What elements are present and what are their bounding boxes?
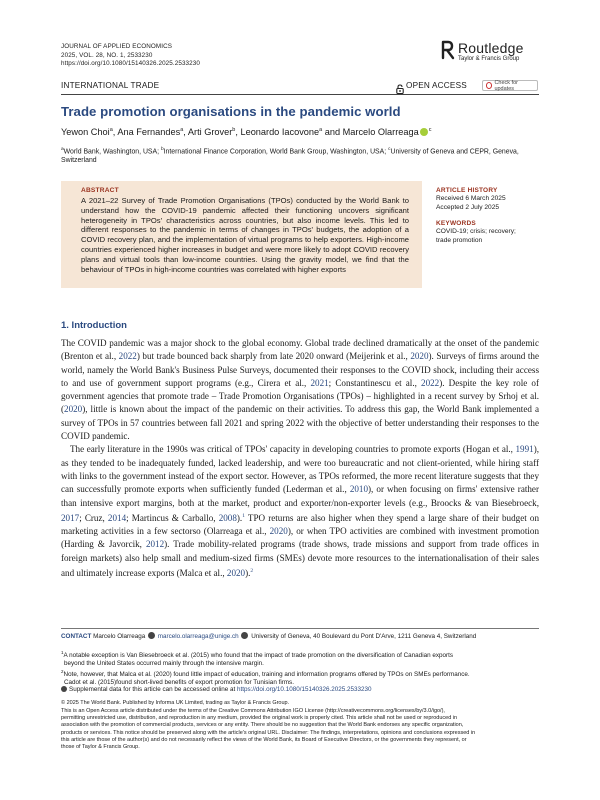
body-text: ). (236, 512, 243, 523)
citation-link[interactable]: 2012 (145, 539, 165, 550)
footnote-1-line-2: beyond the United States occurred mainly through the intensive margin. (64, 660, 264, 668)
body-text: ), or when focusing on firms' extensive rather than intensive export margins, both at the market, product and exporter/non-exporter levels (e.g., Broocks & van Biesebroeck, (61, 484, 539, 508)
body-text: ). Trade mobility-related programs (trade shows, trade missions and support from trade offices in foreign markets) also help small and medium-sized firms (SMEs) devote more resources to the internationalisation of their sales and ultimately increase exports (Malca et al., (61, 539, 539, 579)
body-text: The COVID pandemic was a major shock to the global economy. Global trade declined dramatically at the onset of the pandemic (Brenton et al., (61, 338, 539, 362)
supplemental-link[interactable]: https://doi.org/10.1080/15140326.2025.2533230 (237, 686, 372, 693)
body-text: ), as they tended to be inadequately funded, lacked leadership, and were too bureaucratic and not client-oriented, while hiring staff with links to the government instead of the export sector. However, as TPOs reformed, the more recent literature suggests that they can successfully promote exports when sufficiently funded (Lederman et al., (61, 444, 539, 495)
author-separator: and (322, 127, 343, 138)
body-text: ) but trade bounced back sharply from late 2020 onward (Meijerink et al., (136, 351, 411, 362)
citation-link[interactable]: 2020 (64, 404, 83, 415)
body-text: ). (245, 568, 251, 579)
section-tag: INTERNATIONAL TRADE (61, 81, 160, 90)
citation-link[interactable]: 2021 (310, 377, 329, 388)
footnote-ref[interactable]: 1 (242, 512, 245, 519)
affiliations (61, 145, 539, 165)
header-rule (61, 94, 539, 95)
publisher-group: Taylor & Francis Group (458, 56, 520, 62)
affiliation-text: World Bank, Washington, USA; (63, 148, 161, 156)
author-affiliation-mark: a (180, 127, 184, 133)
check-for-updates-button[interactable] (482, 80, 538, 91)
citation-link[interactable]: 2020 (410, 351, 429, 362)
journal-name: JOURNAL OF APPLIED ECONOMICS (61, 43, 173, 50)
copyright-notice: © 2025 The World Bank. Published by Informa UK Limited, trading as Taylor & Francis Group. (61, 700, 290, 706)
citation-link[interactable]: 2020 (226, 568, 246, 579)
license-line: this article are those of the author(s) and do not necessarily reflect the views of the World Bank, its Board of Executive Directors, or the governments they represent, or (61, 736, 467, 743)
citation-link[interactable]: 2017 (61, 512, 80, 523)
body-text: ). Despite the key role of government agencies that promote trade – Trade Promotion Organisations (TPOs) – highlighted in a recent survey by Srhoj et al. ( (61, 377, 540, 415)
accepted-date: Accepted 2 July 2025 (436, 204, 500, 211)
supplemental-line (61, 686, 539, 694)
article-history-heading: ARTICLE HISTORY (436, 187, 498, 194)
license-line: products or services. This notice should be preserved along with the article's original URL. Disclaimer: The findings, interpretations, opinions and conclusions expressed in (61, 729, 476, 736)
footnote-ref[interactable]: 2 (250, 568, 254, 575)
affiliation-mark: a (61, 147, 64, 152)
author-affiliation-mark: b (232, 127, 236, 133)
body-text: ). Surveys of firms around the world, namely the World Bank's Business Pulse Surveys, documented their responses to the COVID shock, including their access to and use of government support programs (e.g., Cirera et al., (61, 351, 539, 388)
open-access-lock-icon (396, 81, 404, 91)
section-body (61, 337, 539, 580)
affiliation-mark: c (388, 147, 391, 152)
body-text: ; Martincus & Carballo, (126, 512, 219, 523)
citation-link[interactable]: 2020 (269, 526, 288, 537)
article-title: Trade promotion organisations in the pandemic world (61, 104, 401, 119)
author-name: Marcelo Olarreaga (342, 127, 419, 138)
body-text: ; Cruz, (79, 512, 108, 523)
footnote-2-line-1: Note, however, that Malca et al. (2020) found little impact of education, training and information programs offered by TPOs on SMEs performance. (63, 671, 470, 679)
citation-link[interactable]: 2008 (218, 512, 237, 523)
footnote-1 (61, 649, 539, 669)
keywords-line-1: COVID-19; crisis; recovery; (436, 228, 516, 235)
author-name: Yewon Choi (61, 127, 110, 138)
citation-link[interactable]: 2010 (349, 484, 368, 495)
author-affiliation-mark: a (319, 127, 323, 133)
contact-line (61, 632, 539, 641)
abstract-heading: ABSTRACT (81, 187, 119, 194)
citation-link[interactable]: 2022 (421, 377, 440, 388)
supplemental-text: Supplemental data for this article can be accessed online at (69, 686, 238, 693)
footnote-1-line-1: A notable exception is Van Biesebroeck et al. (2015) who found that the impact of trade promotion on the diversification of Canadian exports (63, 652, 453, 660)
license-line: This is an Open Access article distributed under the terms of the Creative Commons Attribution IGO License (http://creativecommons.org/licenses/by/3.0/igo/), (61, 708, 445, 714)
contact-email[interactable]: marcelo.olarreaga@unige.ch (157, 633, 239, 640)
author-separator: , (235, 127, 241, 138)
footnote-2-line-2: Cadot et al. (2015)found short-lived benefits of export promotion for Tunisian firms. (64, 679, 294, 687)
affiliation-text: University of Geneva and CEPR, Geneva, Switzerland (61, 148, 519, 165)
body-text: ; Constantinescu et al., (328, 377, 422, 388)
email-icon (148, 632, 155, 639)
footnote-1-number: 1 (61, 650, 64, 655)
abstract-text: A 2021–22 Survey of Trade Promotion Organisations (TPOs) conducted by the World Bank to understand how the COVID-19 pandemic affected their functioning uncovers significant heterogeneity in TPOs' characteristics across countries, but also income levels. This led to different responses to the pandemic in terms of changes in TPOs' budgets, the adoption of a COVID recovery plan, and the implementation of virtual programs to help exporters. High-income countries experienced higher increases in budget and were more likely to adopt COVID recovery plans and virtual tools than low-income countries. Using the gravity model, we find that the behaviour of TPOs in high-income countries was correlated with higher exports (81, 196, 409, 274)
contact-name: Marcelo Olarreaga (93, 633, 146, 640)
keywords-line-2: trade promotion (436, 236, 483, 244)
author-affiliation-mark: a (109, 127, 113, 133)
orcid-icon[interactable] (420, 128, 428, 136)
affiliation-text: International Finance Corporation, World Bank Group, Washington, USA; (163, 148, 389, 156)
author-name: Leonardo Iacovone (240, 127, 320, 138)
body-text: ), or when TPO activities are combined with investment promotion (Harding & Javorcik, (61, 526, 539, 550)
paragraph-1 (61, 337, 539, 443)
footnote-rule (61, 628, 539, 629)
supplemental-icon (61, 686, 67, 692)
footnote-2-number: 2 (61, 669, 64, 674)
section-heading: 1. Introduction (61, 320, 127, 331)
author-separator: , (183, 127, 188, 138)
citation-link[interactable]: 2022 (118, 351, 137, 362)
routledge-logo-icon (441, 40, 455, 60)
paragraph-2 (61, 443, 539, 580)
author-name: Ana Fernandes (117, 127, 181, 138)
license-text (61, 708, 539, 751)
contact-label: CONTACT (61, 633, 92, 640)
author-separator: , (112, 127, 118, 138)
citation-link[interactable]: 1991 (515, 444, 534, 455)
contact-address: University of Geneva, 40 Boulevard du Pont D'Arve, 1211 Geneva 4, Switzerland (251, 633, 477, 640)
open-access-label: OPEN ACCESS (406, 81, 467, 90)
author-name: Arti Grover (187, 127, 233, 138)
body-text: The early literature in the 1990s was critical of TPOs' capacity in developing countries to promote exports (Hogan et al., (70, 444, 516, 455)
footnote-2 (61, 668, 539, 688)
body-text: TPO returns are also higher when they spend a large share of their budget on marketing activities in a few sectorso (Olarreaga et al., (61, 512, 539, 537)
keywords-heading: KEYWORDS (436, 220, 476, 227)
author-list (61, 127, 431, 137)
address-icon (241, 632, 248, 639)
body-text: ), little is known about the impact of the pandemic on their activities. To address this gap, the World Bank implemented a survey of TPOs in 57 countries between fall 2021 and spring 2022 with the objective of better understanding their responses to the COVID pandemic. (61, 404, 539, 442)
journal-volume: 2025, VOL. 28, NO. 1, 2533230 (61, 51, 153, 59)
doi-link[interactable]: https://doi.org/10.1080/15140326.2025.2533230 (61, 60, 200, 67)
check-updates-label: Check for updates (494, 79, 518, 92)
publisher-name: Routledge (458, 40, 524, 56)
citation-link[interactable]: 2014 (107, 512, 127, 523)
license-line: association with the promotion of commercial products, services or any entity. There should be no suggestion that the World Bank endorses any specific organization, (61, 722, 464, 729)
license-line: permitting unrestricted use, distribution, and reproduction in any medium, provided the original work is properly cited. This article shall not be used or reproduced in (61, 715, 458, 722)
affiliation-mark: b (160, 147, 164, 152)
author-affiliation-mark: c (428, 127, 432, 133)
check-updates-icon (486, 82, 492, 89)
received-date: Received 6 March 2025 (436, 195, 506, 202)
license-line: those of Taylor & Francis Group. (61, 744, 140, 751)
